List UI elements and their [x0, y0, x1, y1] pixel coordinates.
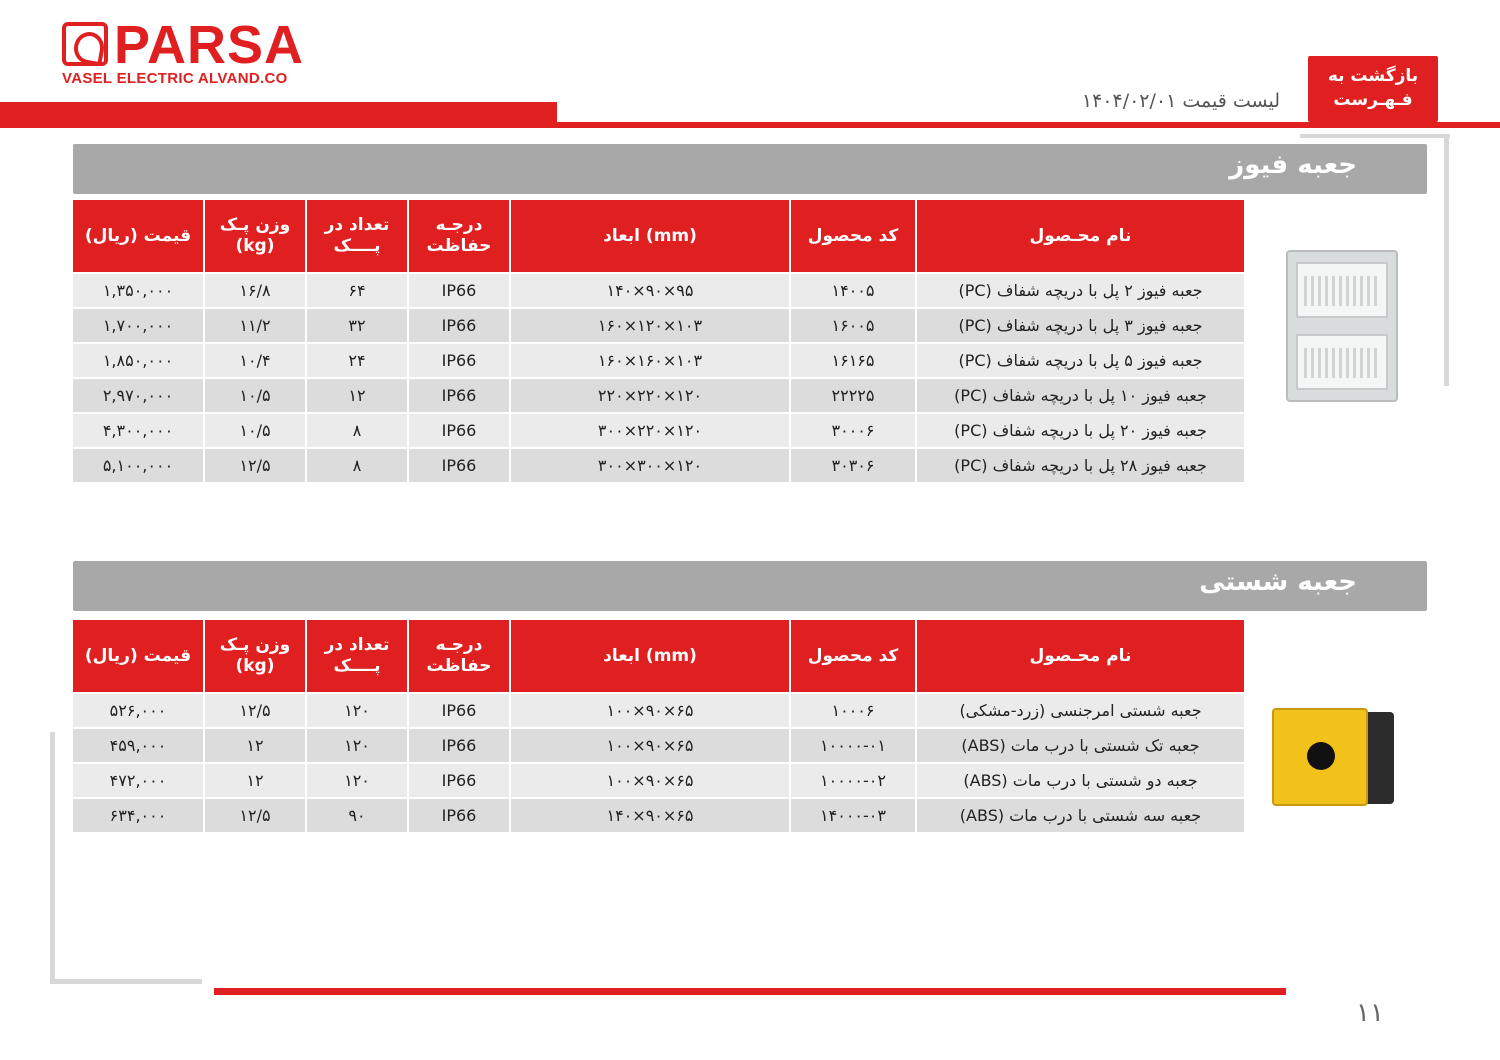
col-header-pack-qty: تعداد در پــــک — [307, 200, 409, 272]
cell-name: جعبه سه شستی با درب مات (ABS) — [917, 799, 1244, 832]
cell-protection: IP66 — [409, 414, 511, 447]
frame-line — [1444, 134, 1449, 386]
fuse-window — [1296, 334, 1388, 390]
fuse-box-table — [73, 200, 1244, 484]
cell-pack-qty: ۸ — [307, 449, 409, 482]
section-header-push-button-box — [73, 561, 1427, 611]
cell-weight: ۱۲ — [205, 764, 307, 797]
fuse-box-image — [1286, 250, 1398, 402]
section-header-fuse-box — [73, 144, 1427, 194]
table-row — [73, 414, 1244, 449]
cell-name: جعبه شستی امرجنسی (زرد-مشکی) — [917, 694, 1244, 727]
cell-name: جعبه فیوز ۲۸ پل با دریچه شفاف (PC) — [917, 449, 1244, 482]
cell-weight: ۱۱/۲ — [205, 309, 307, 342]
cell-pack-qty: ۱۲۰ — [307, 729, 409, 762]
cell-price: ۲,۹۷۰,۰۰۰ — [73, 379, 205, 412]
cell-weight: ۱۰/۵ — [205, 379, 307, 412]
cell-pack-qty: ۸ — [307, 414, 409, 447]
cell-price: ۵۲۶,۰۰۰ — [73, 694, 205, 727]
col-header-price: قیمت (ریال) — [73, 620, 205, 692]
cell-pack-qty: ۱۲۰ — [307, 764, 409, 797]
cell-pack-qty: ۹۰ — [307, 799, 409, 832]
frame-line — [50, 979, 202, 984]
cell-pack-qty: ۳۲ — [307, 309, 409, 342]
cell-weight: ۱۲/۵ — [205, 799, 307, 832]
brand-name: PARSA — [114, 15, 305, 75]
table-header-row — [73, 620, 1244, 692]
cell-protection: IP66 — [409, 449, 511, 482]
col-header-code: کد محصول — [791, 620, 917, 692]
cell-price: ۴۷۲,۰۰۰ — [73, 764, 205, 797]
cell-pack-qty: ۶۴ — [307, 274, 409, 307]
cell-weight: ۱۰/۴ — [205, 344, 307, 377]
cell-name: جعبه فیوز ۵ پل با دریچه شفاف (PC) — [917, 344, 1244, 377]
cell-code: ۱۶۱۶۵ — [791, 344, 917, 377]
cell-dims: ۳۰۰×۳۰۰×۱۲۰ — [511, 449, 791, 482]
push-box-side — [1366, 712, 1394, 804]
frame-line — [1300, 134, 1450, 138]
cell-dims: ۳۰۰×۲۲۰×۱۲۰ — [511, 414, 791, 447]
cell-pack-qty: ۱۲۰ — [307, 694, 409, 727]
back-to-index-button[interactable] — [1308, 56, 1438, 122]
cell-weight: ۱۲/۵ — [205, 694, 307, 727]
cell-dims: ۱۴۰×۹۰×۹۵ — [511, 274, 791, 307]
col-header-weight: وزن پـک (kg) — [205, 620, 307, 692]
cell-price: ۱,۷۰۰,۰۰۰ — [73, 309, 205, 342]
cell-protection: IP66 — [409, 274, 511, 307]
cell-code: ۱۰۰۰۰-۰۲ — [791, 764, 917, 797]
col-header-name: نام محـصول — [917, 200, 1244, 272]
section-title: جعبه شستی — [1199, 567, 1357, 597]
cell-protection: IP66 — [409, 764, 511, 797]
cell-dims: ۱۶۰×۱۲۰×۱۰۳ — [511, 309, 791, 342]
col-header-price: قیمت (ریال) — [73, 200, 205, 272]
push-button-box-image — [1272, 708, 1396, 806]
cell-price: ۱,۳۵۰,۰۰۰ — [73, 274, 205, 307]
back-button-line1: بازگشت به — [1327, 66, 1419, 86]
cell-name: جعبه فیوز ۲ پل با دریچه شفاف (PC) — [917, 274, 1244, 307]
cell-dims: ۱۶۰×۱۶۰×۱۰۳ — [511, 344, 791, 377]
cell-code: ۱۰۰۰۶ — [791, 694, 917, 727]
table-row — [73, 694, 1244, 729]
col-header-weight: وزن پـک (kg) — [205, 200, 307, 272]
cell-price: ۶۳۴,۰۰۰ — [73, 799, 205, 832]
cell-price: ۴,۳۰۰,۰۰۰ — [73, 414, 205, 447]
cell-dims: ۱۴۰×۹۰×۶۵ — [511, 799, 791, 832]
header-red-bar — [0, 102, 557, 128]
push-button-box-table — [73, 620, 1244, 834]
table-row — [73, 274, 1244, 309]
cell-code: ۳۰۰۰۶ — [791, 414, 917, 447]
back-button-line2: فـهـرست — [1333, 90, 1413, 110]
cell-protection: IP66 — [409, 344, 511, 377]
col-header-protection: درجـه حفاظت — [409, 620, 511, 692]
brand-subtitle: VASEL ELECTRIC ALVAND.CO — [62, 70, 288, 87]
header-red-line — [557, 122, 1500, 128]
table-row — [73, 729, 1244, 764]
cell-pack-qty: ۲۴ — [307, 344, 409, 377]
frame-line — [50, 732, 55, 984]
cell-price: ۱,۸۵۰,۰۰۰ — [73, 344, 205, 377]
push-box-body — [1272, 708, 1368, 806]
cell-weight: ۱۲ — [205, 729, 307, 762]
cell-name: جعبه دو شستی با درب مات (ABS) — [917, 764, 1244, 797]
cell-pack-qty: ۱۲ — [307, 379, 409, 412]
cell-name: جعبه فیوز ۲۰ پل با دریچه شفاف (PC) — [917, 414, 1244, 447]
table-row — [73, 799, 1244, 834]
col-header-pack-qty: تعداد در پــــک — [307, 620, 409, 692]
price-list-date: لیست قیمت ۱۴۰۴/۰۲/۰۱ — [1081, 90, 1280, 112]
cell-dims: ۲۲۰×۲۲۰×۱۲۰ — [511, 379, 791, 412]
table-row — [73, 379, 1244, 414]
table-row — [73, 764, 1244, 799]
col-header-dims: ابعاد (mm) — [511, 200, 791, 272]
logo-mark-icon — [62, 22, 108, 66]
cell-weight: ۱۰/۵ — [205, 414, 307, 447]
fuse-window — [1296, 262, 1388, 318]
cell-dims: ۱۰۰×۹۰×۶۵ — [511, 729, 791, 762]
table-header-row — [73, 200, 1244, 272]
cell-protection: IP66 — [409, 379, 511, 412]
page-number: ۱۱ — [1356, 998, 1384, 1028]
cell-protection: IP66 — [409, 694, 511, 727]
table-row — [73, 309, 1244, 344]
cell-dims: ۱۰۰×۹۰×۶۵ — [511, 764, 791, 797]
cell-price: ۴۵۹,۰۰۰ — [73, 729, 205, 762]
section-title: جعبه فیوز — [1229, 150, 1357, 180]
cell-code: ۱۰۰۰۰-۰۱ — [791, 729, 917, 762]
cell-name: جعبه تک شستی با درب مات (ABS) — [917, 729, 1244, 762]
table-row — [73, 449, 1244, 484]
col-header-protection: درجـه حفاظت — [409, 200, 511, 272]
cell-code: ۳۰۳۰۶ — [791, 449, 917, 482]
cell-code: ۱۶۰۰۵ — [791, 309, 917, 342]
col-header-dims: ابعاد (mm) — [511, 620, 791, 692]
cell-protection: IP66 — [409, 799, 511, 832]
cell-protection: IP66 — [409, 729, 511, 762]
col-header-code: کد محصول — [791, 200, 917, 272]
cell-code: ۲۲۲۲۵ — [791, 379, 917, 412]
cell-protection: IP66 — [409, 309, 511, 342]
col-header-name: نام محـصول — [917, 620, 1244, 692]
brand-logo — [62, 15, 312, 92]
footer-red-bar — [214, 988, 1286, 995]
cell-name: جعبه فیوز ۱۰ پل با دریچه شفاف (PC) — [917, 379, 1244, 412]
button-hole — [1307, 742, 1335, 770]
cell-weight: ۱۲/۵ — [205, 449, 307, 482]
table-row — [73, 344, 1244, 379]
cell-name: جعبه فیوز ۳ پل با دریچه شفاف (PC) — [917, 309, 1244, 342]
cell-weight: ۱۶/۸ — [205, 274, 307, 307]
cell-price: ۵,۱۰۰,۰۰۰ — [73, 449, 205, 482]
cell-code: ۱۴۰۰۰-۰۳ — [791, 799, 917, 832]
cell-dims: ۱۰۰×۹۰×۶۵ — [511, 694, 791, 727]
cell-code: ۱۴۰۰۵ — [791, 274, 917, 307]
